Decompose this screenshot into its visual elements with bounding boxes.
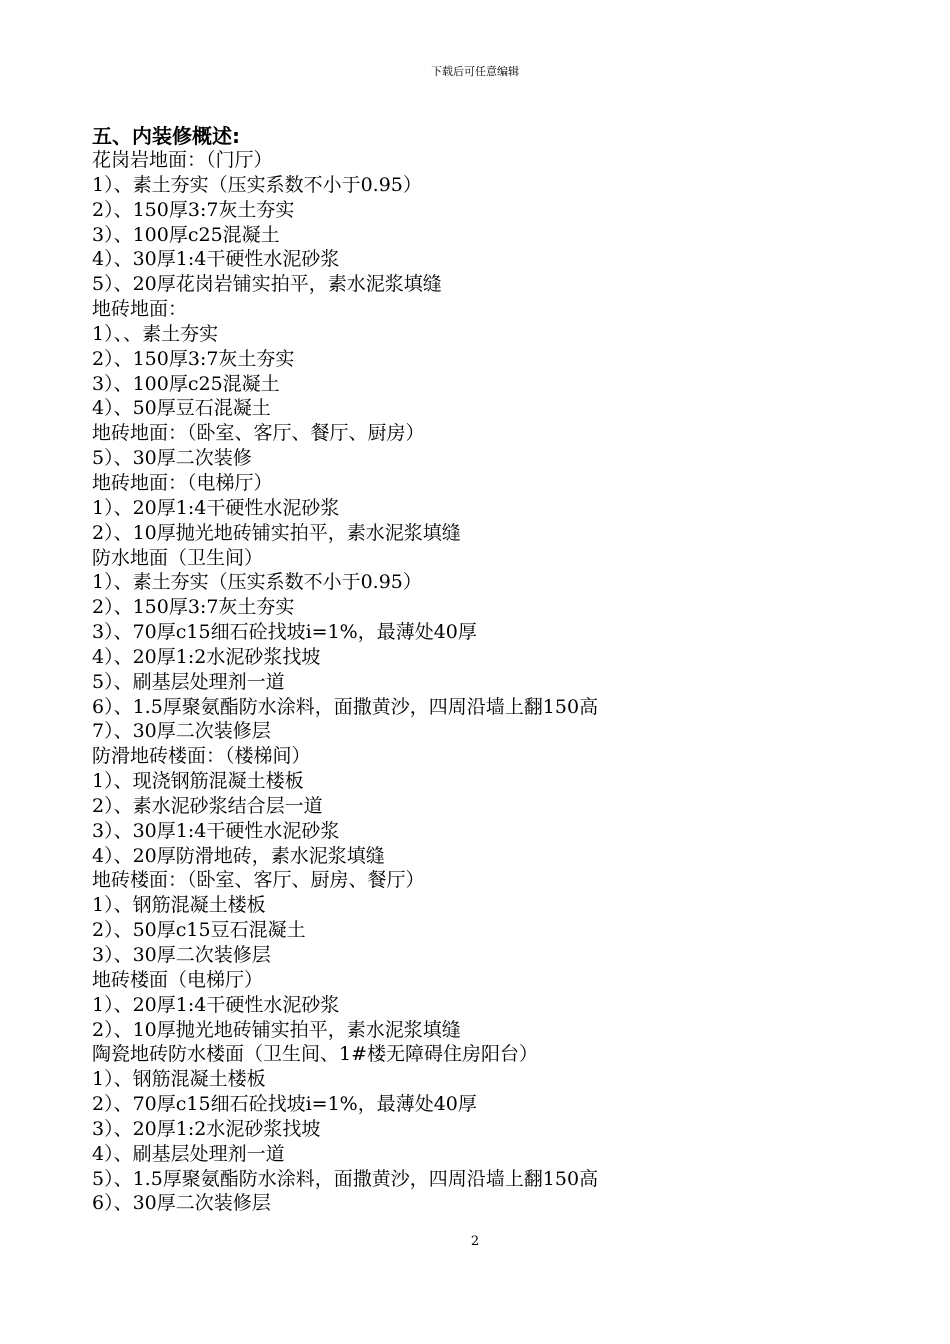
spec-line: 3）、100厚c25混凝土 [92, 372, 280, 395]
spec-line: 地砖楼面：（卧室、客厅、厨房、餐厅） [92, 869, 425, 892]
spec-line: 5）、20厚花岗岩铺实拍平，素水泥浆填缝 [92, 273, 442, 296]
spec-line: 陶瓷地砖防水楼面（卫生间、1#楼无障碍住房阳台） [92, 1043, 539, 1066]
spec-line: 3）、20厚1:2水泥砂浆找坡 [92, 1117, 321, 1140]
spec-line: 1）、钢筋混凝土楼板 [92, 894, 266, 917]
spec-line: 4）、50厚豆石混凝土 [92, 397, 271, 420]
page-header: 下载后可任意编辑 [431, 65, 519, 78]
spec-line: 1）、、素土夯实 [92, 322, 219, 345]
spec-line: 2）、150厚3:7灰土夯实 [92, 198, 295, 221]
spec-line: 1）、素土夯实（压实系数不小于0.95） [92, 571, 422, 594]
spec-line: 4）、20厚防滑地砖，素水泥浆填缝 [92, 844, 385, 867]
spec-list [92, 148, 892, 1216]
spec-line: 6）、30厚二次装修层 [92, 1192, 271, 1215]
spec-line: 4）、刷基层处理剂一道 [92, 1142, 285, 1165]
spec-line: 地砖楼面（电梯厅） [92, 968, 264, 991]
spec-line: 地砖地面：（电梯厅） [92, 471, 273, 494]
spec-line: 2）、50厚c15豆石混凝土 [92, 919, 306, 942]
spec-line: 2）、素水泥砂浆结合层一道 [92, 794, 323, 817]
page-number: 2 [470, 1234, 480, 1249]
spec-line: 1）、20厚1:4干硬性水泥砂浆 [92, 993, 340, 1016]
spec-line: 1）、钢筋混凝土楼板 [92, 1068, 266, 1091]
spec-line: 7）、30厚二次装修层 [92, 720, 271, 743]
spec-line: 防滑地砖楼面：（楼梯间） [92, 745, 311, 768]
section-heading: 五、内装修概述: [92, 124, 240, 148]
document-body [92, 122, 892, 1216]
spec-line: 花岗岩地面：（门厅） [92, 149, 273, 171]
spec-line: 2）、10厚抛光地砖铺实拍平，素水泥浆填缝 [92, 1018, 461, 1041]
spec-line: 2）、150厚3:7灰土夯实 [92, 596, 295, 619]
spec-line: 5）、刷基层处理剂一道 [92, 670, 285, 693]
spec-line: 5）、1.5厚聚氨酯防水涂料，面撒黄沙，四周沿墙上翻150高 [92, 1167, 599, 1190]
spec-line: 3）、30厚二次装修层 [92, 944, 271, 966]
spec-line: 1）、现浇钢筋混凝土楼板 [92, 770, 304, 793]
spec-line: 4）、20厚1:2水泥砂浆找坡 [92, 645, 321, 668]
spec-line: 3）、30厚1:4干硬性水泥砂浆 [92, 819, 340, 842]
spec-line: 地砖地面：（卧室、客厅、餐厅、厨房） [92, 422, 425, 445]
spec-line: 防水地面（卫生间） [92, 546, 264, 569]
spec-line: 3）、100厚c25混凝土 [92, 223, 280, 246]
spec-line: 1）、20厚1:4干硬性水泥砂浆 [92, 496, 340, 519]
spec-line: 3）、70厚c15细石砼找坡i=1%，最薄处40厚 [92, 621, 477, 644]
spec-line: 6）、1.5厚聚氨酯防水涂料，面撒黄沙，四周沿墙上翻150高 [92, 695, 599, 718]
spec-line: 2）、150厚3:7灰土夯实 [92, 347, 295, 370]
spec-line: 4）、30厚1:4干硬性水泥砂浆 [92, 248, 340, 271]
spec-line: 2）、70厚c15细石砼找坡i=1%，最薄处40厚 [92, 1093, 477, 1116]
spec-line: 地砖地面： [92, 298, 188, 321]
spec-line: 1）、素土夯实（压实系数不小于0.95） [92, 173, 422, 196]
spec-line: 5）、30厚二次装修 [92, 447, 252, 470]
spec-line: 2）、10厚抛光地砖铺实拍平，素水泥浆填缝 [92, 521, 461, 544]
